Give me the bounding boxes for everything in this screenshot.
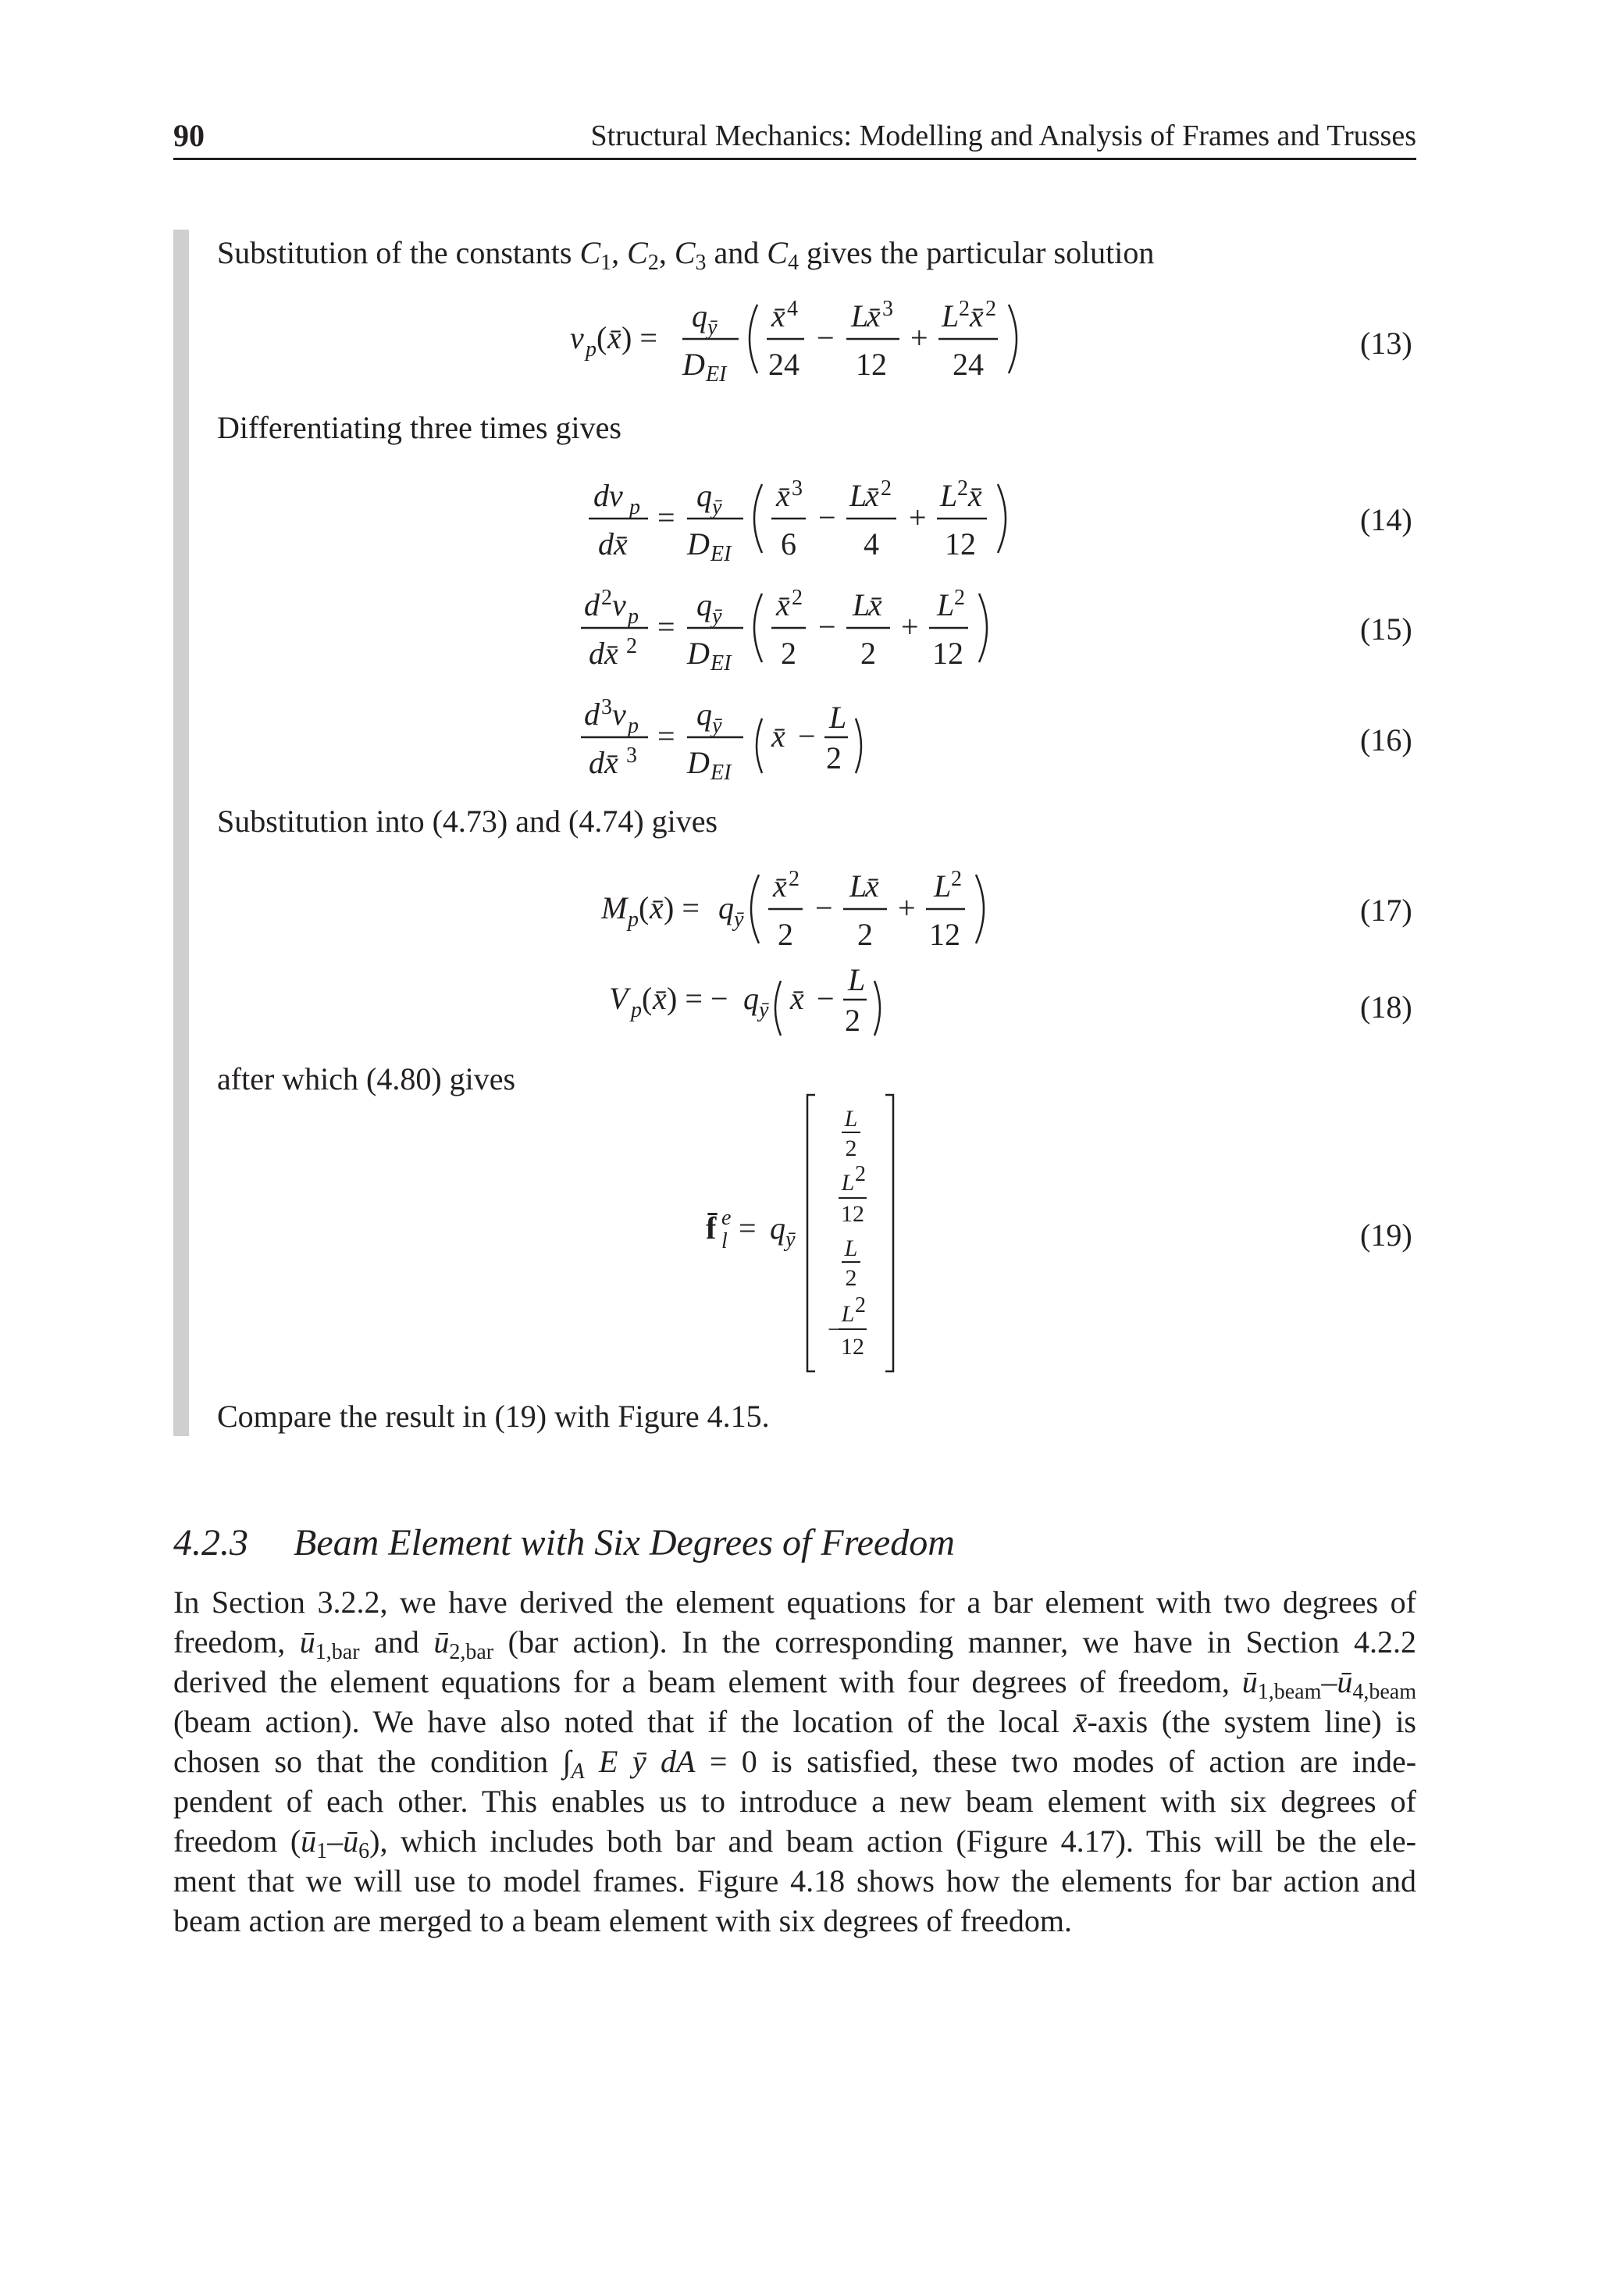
svg-text:24: 24 [768,347,800,382]
svg-text:2: 2 [985,297,996,321]
svg-text:L: L [849,868,867,904]
svg-text:p: p [628,604,639,629]
svg-text:+: + [910,320,928,355]
svg-text:L: L [841,1170,855,1196]
svg-text:q: q [696,478,712,513]
svg-text:ȳ: ȳ [712,604,722,629]
svg-text:3: 3 [601,695,612,719]
example-sidebar-bar [173,230,189,1436]
svg-text:−: − [818,500,836,535]
svg-text:x̄: x̄ [650,890,664,925]
svg-text:4: 4 [787,297,798,321]
svg-text:2: 2 [957,476,968,501]
svg-text:−: − [815,890,833,925]
svg-text:EI: EI [710,651,732,676]
svg-text:x̄: x̄ [771,718,785,754]
svg-text:) =: ) = [664,890,700,925]
equation-number-14: (14) [1360,502,1412,537]
svg-text:L: L [937,587,955,622]
svg-text:=: = [739,1210,757,1246]
equation-number-19: (19) [1360,1218,1412,1253]
equation-number-15: (15) [1360,611,1412,647]
svg-text:v: v [612,697,626,732]
running-title: Structural Mechanics: Modelling and Analysis of Frames and Trusses [590,119,1416,152]
svg-text:x̄: x̄ [607,320,621,355]
svg-text:(: ( [597,320,607,355]
equation-number-16: (16) [1360,722,1412,758]
svg-text:−: − [818,609,836,644]
page-number: 90 [173,118,205,153]
svg-text:2: 2 [860,636,876,671]
svg-text:L: L [848,962,866,997]
section-heading [173,1521,955,1564]
svg-text:−: − [828,1317,841,1342]
svg-text:12: 12 [932,636,963,671]
svg-text:q: q [696,697,712,732]
svg-text:p: p [628,907,639,932]
svg-text:2: 2 [845,1136,857,1161]
svg-text:6: 6 [781,526,796,562]
paragraph-line: ment that we will use to model frames. Figure 4.18 shows how the elements for bar action and [173,1863,1416,1898]
svg-text:2: 2 [951,867,962,891]
svg-text:−: − [817,981,835,1016]
paragraph-line: chosen so that the condition $\int_A$ E ȳ dA = 0 is satisfied, these two modes of action are inde- [173,1744,1417,1784]
svg-text:f̄: f̄ [706,1210,717,1246]
svg-text:) =: ) = [621,320,657,355]
svg-text:2: 2 [954,586,965,610]
substitution-line: Substitution into (4.73) and (4.74) gives [217,804,718,839]
svg-text:2: 2 [855,1293,866,1317]
svg-text:x̄: x̄ [776,478,790,513]
equation-13 [547,289,1046,390]
svg-text:x̄: x̄ [867,298,881,333]
svg-text:12: 12 [841,1334,864,1360]
svg-text:=: = [657,718,675,754]
svg-text:q: q [718,890,734,925]
svg-text:p: p [631,998,642,1022]
svg-text:L: L [849,478,867,513]
svg-text:dx̄: dx̄ [589,636,618,671]
svg-text:l: l [721,1229,728,1253]
svg-text:EI: EI [706,362,727,387]
svg-text:dx̄: dx̄ [598,526,628,562]
svg-text:L: L [829,700,847,735]
equation-18 [601,957,960,1043]
equation-14 [578,469,1062,570]
svg-text:12: 12 [856,347,887,382]
svg-text:(: ( [642,981,653,1016]
svg-text:e: e [721,1206,732,1230]
svg-text:(: ( [639,890,650,925]
svg-text:24: 24 [953,347,984,382]
svg-text:p: p [628,714,639,738]
svg-text:+: + [901,609,919,644]
svg-text:2: 2 [778,917,793,952]
svg-text:ȳ: ȳ [707,316,718,340]
svg-text:M: M [601,890,628,925]
equation-15 [578,578,1062,679]
svg-text:x̄: x̄ [865,478,879,513]
svg-text:D: D [682,347,705,382]
svg-text:x̄: x̄ [865,868,879,904]
svg-text:2: 2 [626,634,637,658]
svg-text:2: 2 [959,297,970,321]
svg-text:x̄: x̄ [653,981,667,1016]
svg-text:=: = [657,609,675,644]
svg-text:=: = [657,500,675,535]
svg-text:D: D [687,745,710,780]
svg-text:L: L [844,1235,858,1261]
svg-text:p: p [629,495,640,519]
svg-text:ȳ: ȳ [785,1228,796,1252]
svg-text:v: v [612,587,626,622]
svg-text:EI: EI [710,761,732,785]
svg-text:d: d [584,697,600,732]
paragraph-line: pendent of each other. This enables us to introduce a new beam element with six degrees of [173,1784,1416,1819]
svg-text:ȳ: ȳ [734,907,744,932]
svg-text:EI: EI [710,542,732,566]
svg-text:ȳ: ȳ [712,714,722,738]
paragraph-line: freedom $(ū_1-ū_6)$, which includes both bar and beam action (Figure 4.17). This will be the ele- [173,1824,1416,1863]
svg-text:q: q [696,587,712,622]
svg-text:+: + [909,500,927,535]
svg-text:2: 2 [792,586,803,610]
svg-text:q: q [692,298,707,333]
svg-text:L: L [841,1301,855,1327]
svg-text:L: L [844,1106,858,1132]
svg-text:v: v [570,320,584,355]
equation-number-13: (13) [1360,326,1412,361]
equation-number-18: (18) [1360,989,1412,1025]
svg-text:q: q [743,981,759,1016]
svg-text:dx̄: dx̄ [589,745,618,780]
svg-text:x̄: x̄ [776,587,790,622]
paragraph-line: beam action are merged to a beam element with six degrees of freedom. [173,1903,1073,1938]
svg-text:p: p [586,337,597,362]
differentiating-line: Differentiating three times gives [217,410,621,445]
svg-text:x̄: x̄ [968,478,982,513]
equation-19 [695,1089,913,1378]
paragraph-line: In Section 3.2.2, we have derived the element equations for a bar element with two degrees of [173,1585,1416,1620]
svg-text:3: 3 [792,476,803,501]
svg-text:D: D [687,526,710,562]
svg-text:12: 12 [945,526,976,562]
svg-text:d: d [584,587,600,622]
paragraph-line: freedom, $ū_{1,bar}$ and $ū_{2,bar}$ (bar action). In the corresponding manner, we have in Section 4.2.2 [173,1624,1416,1664]
svg-text:x̄: x̄ [773,868,787,904]
svg-text:4: 4 [864,526,879,562]
svg-text:2: 2 [845,1265,857,1291]
svg-text:12: 12 [929,917,960,952]
svg-text:) = −: ) = − [667,981,728,1016]
svg-text:2: 2 [781,636,796,671]
svg-text:L: L [942,298,960,333]
paragraph-line: (beam action). We have also noted that if the location of the local x̄-axis (the system line) is [173,1704,1417,1739]
svg-text:−: − [798,718,816,754]
paragraph-line: derived the element equations for a beam element with four degrees of freedom, $ū_{1,beam}-ū_{4,beam}$ [173,1664,1416,1704]
svg-text:x̄: x̄ [970,298,984,333]
svg-text:+: + [898,890,916,925]
svg-text:L: L [934,868,952,904]
svg-text:2: 2 [855,1162,866,1186]
svg-text:L: L [940,478,958,513]
equation-number-17: (17) [1360,893,1412,928]
svg-text:x̄: x̄ [868,587,882,622]
svg-text:x̄: x̄ [771,298,785,333]
svg-text:12: 12 [841,1201,864,1227]
svg-text:2: 2 [881,476,892,501]
svg-text:2: 2 [601,586,612,610]
svg-text:3: 3 [626,743,637,768]
equation-16 [578,687,937,789]
svg-text:2: 2 [857,917,873,952]
section-paragraph [173,1582,1416,1941]
svg-text:ȳ: ȳ [759,998,769,1022]
section-title: Beam Element with Six Degrees of Freedom [294,1522,955,1563]
svg-text:q: q [770,1210,785,1246]
equation-17 [593,859,1031,961]
svg-text:dv: dv [593,478,623,513]
svg-text:2: 2 [789,867,800,891]
running-header [173,114,1416,160]
intro-line: Substitution of the constants $C_1$, $C_2$, $C_3$ and $C_4$ gives the particular solution [217,235,1155,275]
svg-text:D: D [687,636,710,671]
after-line: after which (4.80) gives [217,1061,516,1096]
svg-text:ȳ: ȳ [712,495,722,519]
svg-text:3: 3 [882,297,893,321]
svg-text:V: V [609,981,629,1016]
svg-text:2: 2 [826,740,842,775]
section-number: 4.2.3 [173,1522,248,1563]
svg-text:L: L [851,298,869,333]
svg-text:L: L [853,587,871,622]
svg-text:−: − [817,320,835,355]
svg-text:2: 2 [845,1003,860,1038]
compare-line: Compare the result in (19) with Figure 4.15. [217,1399,770,1434]
svg-text:x̄: x̄ [790,981,804,1016]
